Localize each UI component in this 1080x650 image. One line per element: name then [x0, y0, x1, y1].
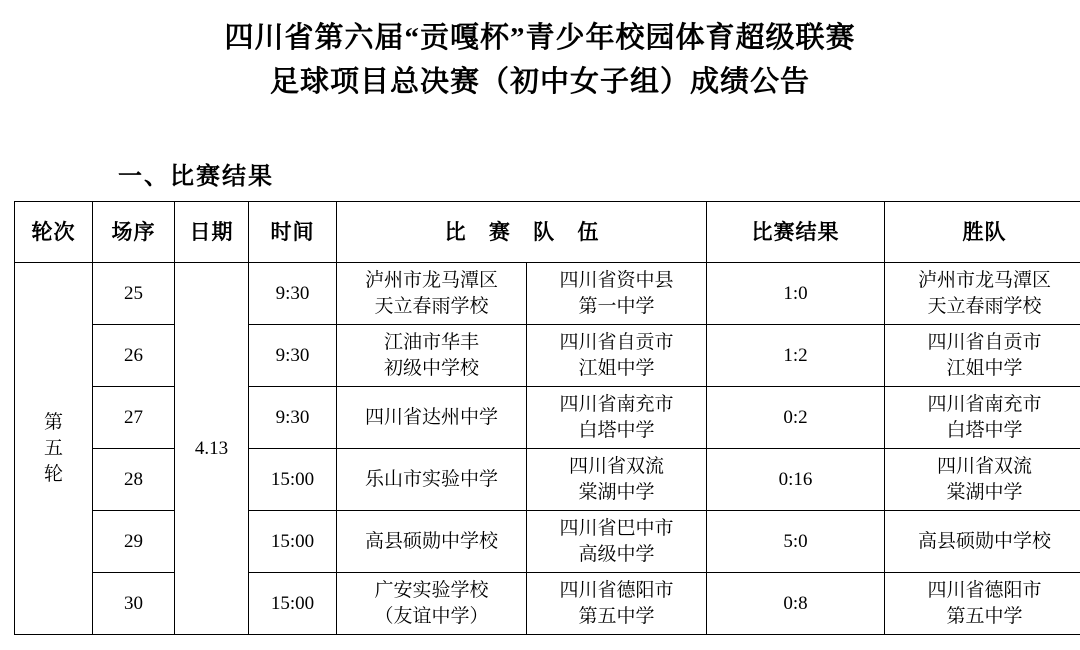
header-date: 日期 — [175, 202, 249, 263]
team-b-line-2: 白塔中学 — [578, 419, 655, 441]
match-time: 9:30 — [249, 263, 337, 325]
team-a — [337, 449, 527, 511]
match-result: 0:16 — [707, 449, 885, 511]
team-a — [337, 511, 527, 573]
match-result: 5:0 — [707, 511, 885, 573]
team-b-line-1: 四川省资中县 — [559, 269, 674, 291]
match-time: 15:00 — [249, 449, 337, 511]
match-result: 0:8 — [707, 573, 885, 635]
team-b — [527, 387, 707, 449]
winner-line-2: 天立春雨学校 — [927, 295, 1042, 317]
table-row — [15, 387, 1080, 449]
team-a-line-1: 乐山市实验中学 — [364, 468, 498, 490]
winner — [885, 263, 1080, 325]
table-header — [15, 202, 1080, 263]
team-b — [527, 263, 707, 325]
team-a — [337, 263, 527, 325]
match-no: 28 — [93, 449, 175, 511]
match-no: 30 — [93, 573, 175, 635]
winner — [885, 387, 1080, 449]
page-title-line-2: 足球项目总决赛（初中女子组）成绩公告 — [269, 66, 810, 98]
match-time: 15:00 — [249, 573, 337, 635]
winner — [885, 511, 1080, 573]
match-time: 9:30 — [249, 387, 337, 449]
round-cell — [15, 263, 93, 635]
match-no: 26 — [93, 325, 175, 387]
team-a-line-1: 泸州市龙马潭区 — [364, 269, 498, 291]
match-no: 29 — [93, 511, 175, 573]
team-b-line-2: 棠湖中学 — [578, 481, 655, 503]
round-label: 第五轮 — [44, 411, 65, 485]
winner — [885, 325, 1080, 387]
team-b-line-1: 四川省双流 — [568, 455, 664, 477]
header-result: 比赛结果 — [707, 202, 885, 263]
team-b — [527, 511, 707, 573]
team-b — [527, 449, 707, 511]
winner-line-2: 白塔中学 — [946, 419, 1023, 441]
winner — [885, 573, 1080, 635]
winner-line-1: 高县硕勋中学校 — [917, 530, 1051, 552]
team-b-line-1: 四川省德阳市 — [559, 579, 674, 601]
match-no: 27 — [93, 387, 175, 449]
header-winner: 胜队 — [885, 202, 1080, 263]
match-result: 0:2 — [707, 387, 885, 449]
match-time: 9:30 — [249, 325, 337, 387]
header-teams: 比 赛 队 伍 — [337, 202, 707, 263]
team-b-line-1: 四川省自贡市 — [559, 331, 674, 353]
team-a — [337, 325, 527, 387]
team-b-line-2: 江姐中学 — [578, 357, 655, 379]
header-time: 时间 — [249, 202, 337, 263]
winner-line-1: 四川省德阳市 — [927, 579, 1042, 601]
header-match-no: 场序 — [93, 202, 175, 263]
team-b-line-1: 四川省南充市 — [559, 393, 674, 415]
table-row — [15, 573, 1080, 635]
table-row — [15, 325, 1080, 387]
match-result: 1:2 — [707, 325, 885, 387]
winner-line-1: 泸州市龙马潭区 — [917, 269, 1051, 291]
winner-line-1: 四川省自贡市 — [927, 331, 1042, 353]
team-a — [337, 387, 527, 449]
team-b-line-2: 第一中学 — [578, 295, 655, 317]
table-row — [15, 263, 1080, 325]
winner-line-2: 第五中学 — [946, 605, 1023, 627]
page-title — [0, 0, 1080, 104]
match-no: 25 — [93, 263, 175, 325]
winner — [885, 449, 1080, 511]
date-cell: 4.13 — [175, 263, 249, 635]
table-row — [15, 449, 1080, 511]
table-row — [15, 511, 1080, 573]
team-a-line-1: 广安实验学校 — [374, 579, 489, 601]
team-a-line-1: 高县硕勋中学校 — [364, 530, 498, 552]
page-title-line-1: 四川省第六届“贡嘎杯”青少年校园体育超级联赛 — [224, 22, 856, 54]
team-a-line-2: （友谊中学） — [374, 605, 489, 627]
team-b-line-2: 高级中学 — [578, 543, 655, 565]
winner-line-1: 四川省南充市 — [927, 393, 1042, 415]
winner-line-2: 棠湖中学 — [946, 481, 1023, 503]
team-a-line-1: 四川省达州中学 — [364, 406, 498, 428]
winner-line-1: 四川省双流 — [936, 455, 1032, 477]
results-table — [14, 201, 1080, 635]
table-header-row — [15, 202, 1080, 263]
table-body — [15, 263, 1080, 635]
team-b — [527, 325, 707, 387]
match-result: 1:0 — [707, 263, 885, 325]
match-time: 15:00 — [249, 511, 337, 573]
team-a-line-2: 初级中学校 — [383, 357, 479, 379]
team-b — [527, 573, 707, 635]
team-a — [337, 573, 527, 635]
team-b-line-2: 第五中学 — [578, 605, 655, 627]
section-heading: 一、比赛结果 — [118, 164, 274, 190]
team-a-line-1: 江油市华丰 — [383, 331, 479, 353]
header-round: 轮次 — [15, 202, 93, 263]
winner-line-2: 江姐中学 — [946, 357, 1023, 379]
team-a-line-2: 天立春雨学校 — [374, 295, 489, 317]
team-b-line-1: 四川省巴中市 — [559, 517, 674, 539]
